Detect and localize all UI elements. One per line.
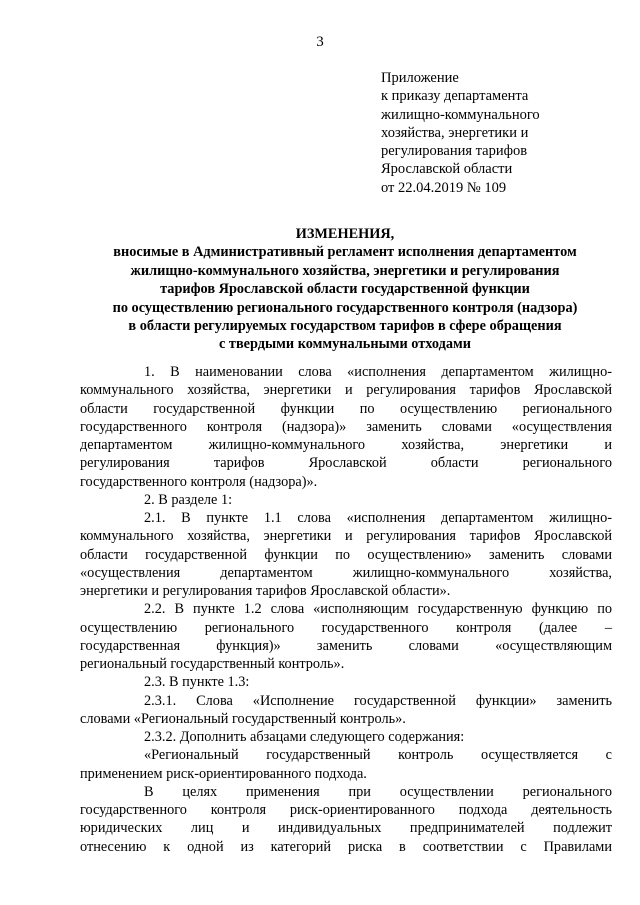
title-heading: ИЗМЕНЕНИЯ, [295,226,395,242]
body-line: 2.2. В пункте 1.2 слова «исполняющим государственную функцию по [144,601,612,618]
appendix-block [381,69,621,197]
body-line: отнесению к одной из категорий риска в соответствии с Правилами [80,838,612,855]
body-line: государственного контроля (надзора)». [80,473,318,490]
body-line: региональный государственный контроль». [80,656,345,672]
body-line: департаментом жилищно-коммунального хозяйства, энергетики и [80,437,612,453]
title-line: в области регулируемых государством тарифов в сфере обращения [128,318,562,335]
document-body [80,363,612,856]
body-line: коммунального хозяйства, энергетики и регулирования тарифов Ярославской [80,382,612,399]
body-line: коммунального хозяйства, энергетики и регулирования тарифов Ярославской [80,528,612,545]
body-line: 2.1. В пункте 1.1 слова «исполнения департаментом жилищно- [144,510,612,526]
title-line: по осуществлению регионального государственного контроля (надзора) [112,299,578,316]
title-line: тарифов Ярославской области государственной функции [160,281,530,298]
body-line: В целях применения при осуществлении регионального [144,783,612,800]
body-line: «Региональный государственный контроль осуществляется с [144,747,612,764]
body-line: 2.3. В пункте 1.3: [144,674,250,691]
body-line: государственного контроля риск-ориентированного подхода деятельность [80,802,612,818]
title-line: жилищно-коммунального хозяйства, энергетики и регулирования [130,262,560,279]
body-line: словами «Региональный государственный контроль». [80,710,406,727]
body-line: применением риск-ориентированного подхода. [80,765,367,782]
body-line: энергетики и регулирования тарифов Ярославской области». [80,583,451,599]
body-line: «осуществления департаментом жилищно-коммунального хозяйства, [80,564,612,581]
appendix-line: регулирования тарифов [381,143,528,160]
body-line: регулирования тарифов Ярославской области регионального [80,455,612,472]
body-line: 2. В разделе 1: [144,491,233,508]
appendix-line: к приказу департамента [381,88,529,105]
appendix-line: Приложение [381,70,459,86]
title-line: с твердыми коммунальными отходами [219,336,471,353]
appendix-line: от 22.04.2019 № 109 [381,179,507,196]
body-line: осуществлению регионального государственного контроля (далее – [80,619,612,636]
body-line: юридических лиц и индивидуальных предпринимателей подлежит [80,820,612,837]
body-line: 1. В наименовании слова «исполнения департаментом жилищно- [144,364,612,380]
body-line: области государственной функции по осуществлению регионального [80,400,612,417]
body-line: государственная функция)» заменить словами «осуществляющим [80,637,612,654]
document-title [80,225,610,354]
body-line: области государственной функции по осуществлению» заменить словами [80,546,612,563]
appendix-line: жилищно-коммунального [381,106,540,123]
page-number: 3 [316,34,324,50]
appendix-line: Ярославской области [381,161,513,178]
appendix-line: хозяйства, энергетики и [381,124,529,141]
body-line: 2.3.2. Дополнить абзацами следующего содержания: [144,729,465,745]
body-line: 2.3.1. Слова «Исполнение государственной функции» заменить [144,692,612,709]
title-line: вносимые в Административный регламент исполнения департаментом [113,244,577,261]
body-line: государственного контроля (надзора)» заменить словами «осуществления [80,418,612,435]
